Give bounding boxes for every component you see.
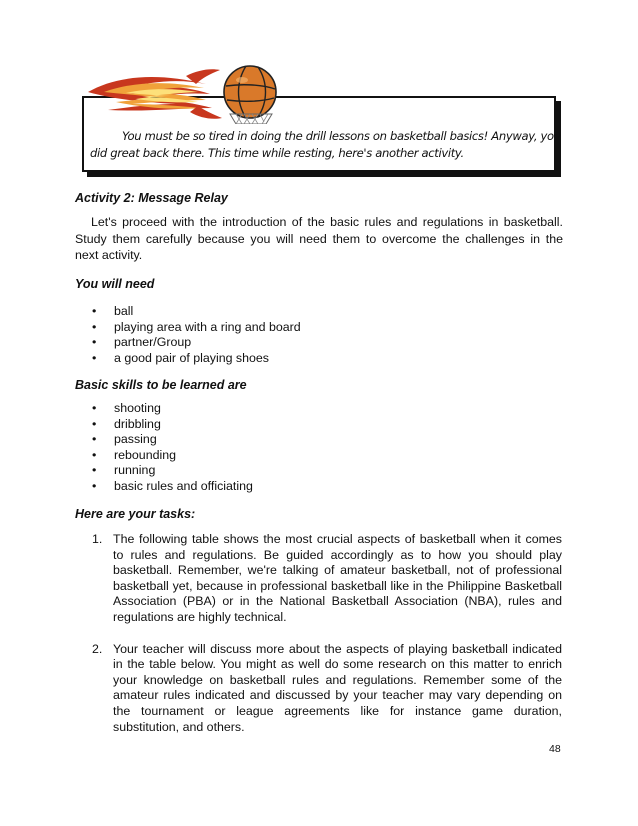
list-item: • playing area with a ring and board (92, 320, 301, 336)
list-item: • basic rules and officiating (92, 479, 253, 495)
list-item: • dribbling (92, 417, 253, 433)
intro-line-3: next activity. (75, 248, 143, 262)
task-line: to rules and regulations. Be guided accordingly as to how you should play (113, 547, 562, 562)
task-line: substitution, and others. (113, 719, 245, 734)
need-heading: You will need (75, 277, 155, 291)
task-line: in the table below. You might as well do some research on this matter to enrich (113, 657, 562, 672)
tasks-list (92, 532, 562, 735)
task-item-1 (92, 532, 562, 626)
list-item: • passing (92, 432, 253, 448)
list-item: • partner/Group (92, 335, 301, 351)
task-item-2 (92, 642, 562, 736)
list-item: • rebounding (92, 448, 253, 464)
intro-paragraph (75, 214, 563, 264)
tasks-heading: Here are your tasks: (75, 507, 196, 521)
task-line: basketball. Remember, we're talking of amateur basketball, not of professional (113, 563, 562, 578)
intro-line-1: Let's proceed with the introduction of the basic rules and regulations in basketball. (91, 215, 563, 229)
list-item: • ball (92, 304, 301, 320)
callout-line-1: You must be so tired in doing the drill lessons on basketball basics! Anyway, you (122, 129, 561, 143)
flaming-basketball-icon (86, 62, 296, 124)
task-line: regulations are highly technical. (113, 609, 287, 624)
task-number: 1. (92, 532, 103, 546)
skills-list (92, 401, 253, 494)
page-number: 48 (549, 743, 561, 755)
list-item: • shooting (92, 401, 253, 417)
list-item: • a good pair of playing shoes (92, 351, 301, 367)
callout-line-2: did great back there. This time while resting, here's another activity. (90, 146, 464, 160)
task-line: Association (PBA) or in the National Basketball Association (NBA), rules and (113, 594, 562, 609)
task-line: amateur rules indicated and discussed by your teacher may vary depending on (113, 688, 562, 703)
need-list (92, 304, 301, 366)
callout-text (84, 128, 561, 162)
task-line: Your teacher will discuss more about the aspects of playing basketball indicated (113, 641, 562, 656)
task-line: basketball yet, because in professional basketball like in the Philippine Basketball (113, 578, 562, 593)
banner (70, 62, 560, 182)
task-line: the tournament or league agreements like for instance game duration, (113, 703, 562, 718)
task-number: 2. (92, 641, 103, 656)
task-line: The following table shows the most crucial aspects of basketball when it comes (113, 532, 562, 546)
skills-heading: Basic skills to be learned are (75, 378, 247, 392)
task-line: your knowledge on basketball rules and regulations. Remember some of the (113, 672, 562, 687)
list-item: • running (92, 463, 253, 479)
intro-line-2: Study them carefully because you will need them to overcome the challenges in the (75, 231, 563, 246)
activity-title: Activity 2: Message Relay (75, 191, 228, 205)
